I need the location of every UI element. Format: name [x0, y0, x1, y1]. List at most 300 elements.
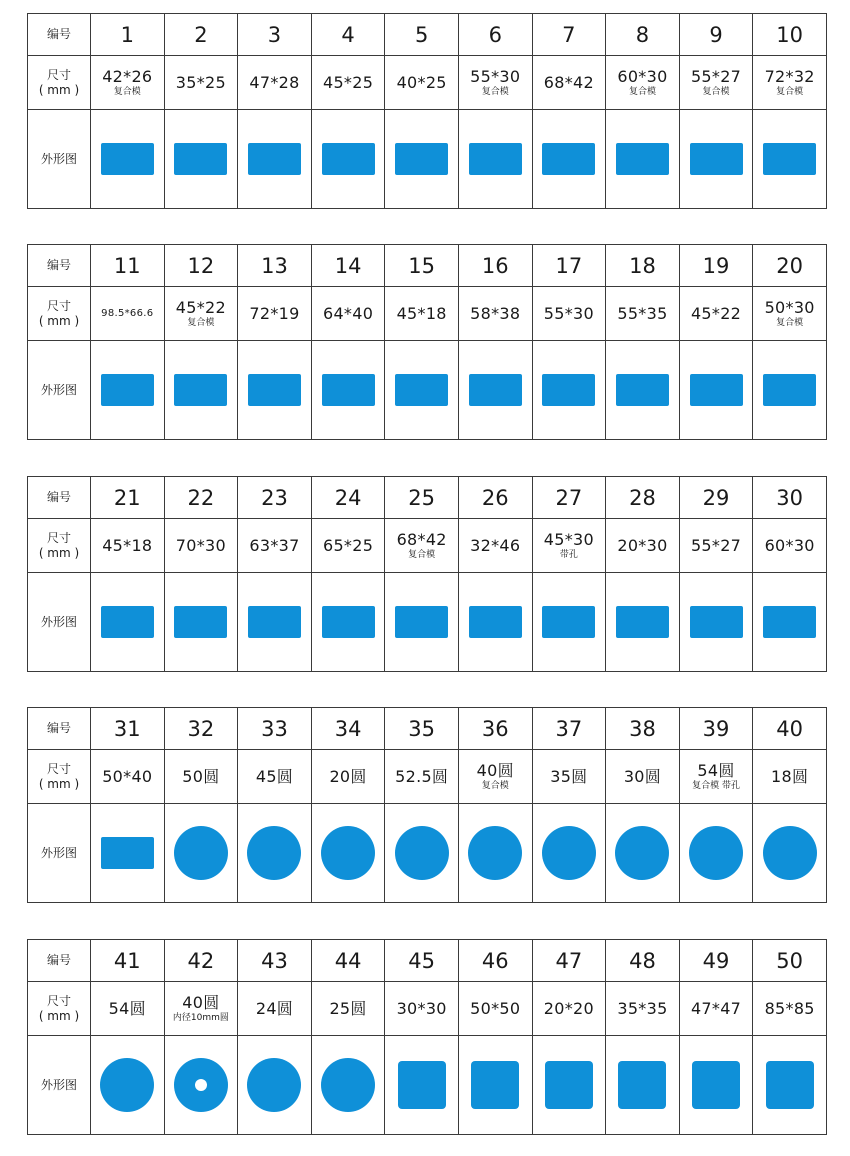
item-shape-cell	[458, 110, 532, 209]
item-size: 60*30	[764, 535, 815, 555]
item-shape-cell	[311, 573, 385, 672]
item-note: 带孔	[559, 549, 578, 560]
item-shape-cell	[679, 573, 753, 672]
square-shape-icon	[618, 1061, 666, 1109]
size-table	[27, 476, 827, 672]
rectangle-shape-icon	[248, 374, 301, 406]
circle-shape-icon	[615, 826, 669, 880]
item-size-cell	[606, 750, 680, 804]
item-note: 复合模	[113, 86, 141, 97]
item-number: 19	[679, 245, 753, 287]
item-number: 31	[91, 708, 165, 750]
circle-shape-icon	[395, 826, 449, 880]
item-size: 24圆	[255, 998, 294, 1018]
size-table	[27, 707, 827, 903]
rectangle-shape-icon	[763, 143, 816, 175]
item-number: 8	[606, 14, 680, 56]
rectangle-shape-icon	[322, 374, 375, 406]
rectangle-shape-icon	[542, 606, 595, 638]
number-row	[28, 14, 827, 56]
item-size-cell	[238, 519, 312, 573]
item-size-cell	[679, 287, 753, 341]
rectangle-shape-icon	[101, 837, 154, 869]
item-size: 47*47	[690, 998, 742, 1018]
rectangle-shape-icon	[248, 143, 301, 175]
size-label-unit: ( mm )	[38, 313, 80, 328]
item-number: 30	[753, 477, 827, 519]
number-label: 编号	[28, 708, 91, 750]
item-number: 23	[238, 477, 312, 519]
item-shape-cell	[311, 341, 385, 440]
item-number: 17	[532, 245, 606, 287]
item-size: 35*25	[175, 72, 226, 92]
item-shape-cell	[458, 573, 532, 672]
item-size: 40*25	[396, 72, 447, 92]
item-size-cell	[458, 287, 532, 341]
size-label-text: 尺寸	[46, 298, 71, 313]
item-note: 复合模	[776, 317, 804, 328]
item-size: 40圆	[182, 992, 220, 1012]
item-shape-cell	[753, 110, 827, 209]
item-number: 16	[458, 245, 532, 287]
number-label: 编号	[28, 245, 91, 287]
item-size-cell	[311, 287, 385, 341]
item-number: 11	[91, 245, 165, 287]
item-size-cell	[606, 519, 680, 573]
item-number: 47	[532, 940, 606, 982]
item-shape-cell	[606, 341, 680, 440]
item-size-cell	[606, 982, 680, 1036]
shape-row	[28, 573, 827, 672]
rectangle-shape-icon	[395, 374, 448, 406]
item-number: 32	[164, 708, 238, 750]
item-shape-cell	[311, 110, 385, 209]
item-size-cell	[164, 519, 238, 573]
item-size: 45*18	[396, 303, 447, 323]
item-shape-cell	[753, 1036, 827, 1135]
item-shape-cell	[238, 341, 312, 440]
item-note: 复合模	[702, 86, 730, 97]
rectangle-shape-icon	[763, 606, 816, 638]
item-number: 3	[238, 14, 312, 56]
item-size: 55*27	[690, 535, 742, 555]
item-shape-cell	[606, 110, 680, 209]
item-shape-cell	[606, 804, 680, 903]
item-number: 29	[679, 477, 753, 519]
item-shape-cell	[532, 573, 606, 672]
item-size: 52.5圆	[395, 766, 449, 786]
size-label-text: 尺寸	[46, 993, 71, 1008]
size-label	[28, 56, 91, 110]
item-size-cell	[238, 750, 312, 804]
item-shape-cell	[91, 110, 165, 209]
item-note: 内径10mm圆	[172, 1012, 229, 1023]
size-row	[28, 519, 827, 573]
item-shape-cell	[532, 341, 606, 440]
item-size-cell	[458, 750, 532, 804]
item-shape-cell	[385, 573, 459, 672]
circle-shape-icon	[174, 826, 228, 880]
item-size: 18圆	[771, 766, 809, 786]
item-size-cell	[311, 519, 385, 573]
rectangle-shape-icon	[690, 606, 743, 638]
item-size-cell	[532, 56, 606, 110]
item-size: 54圆	[697, 760, 735, 780]
size-label-text: 尺寸	[46, 67, 71, 82]
shape-row	[28, 341, 827, 440]
item-shape-cell	[679, 341, 753, 440]
rectangle-shape-icon	[542, 143, 595, 175]
item-shape-cell	[458, 804, 532, 903]
circle-shape-icon	[321, 826, 375, 880]
item-size-cell	[606, 287, 680, 341]
item-size: 55*30	[543, 303, 594, 323]
item-size: 42*26	[102, 66, 153, 86]
item-number: 39	[679, 708, 753, 750]
item-shape-cell	[532, 1036, 606, 1135]
item-number: 6	[458, 14, 532, 56]
number-label: 编号	[28, 940, 91, 982]
item-size: 72*32	[764, 66, 815, 86]
item-size-cell	[532, 287, 606, 341]
item-number: 35	[385, 708, 459, 750]
size-label-unit: ( mm )	[38, 1008, 80, 1023]
item-size-cell	[311, 750, 385, 804]
item-shape-cell	[679, 804, 753, 903]
item-size: 45*22	[690, 303, 742, 323]
rectangle-shape-icon	[174, 606, 227, 638]
item-shape-cell	[164, 1036, 238, 1135]
size-label-unit: ( mm )	[38, 82, 80, 97]
item-number: 27	[532, 477, 606, 519]
item-shape-cell	[679, 1036, 753, 1135]
item-size-cell	[606, 56, 680, 110]
circle-shape-icon	[542, 826, 596, 880]
item-size-cell	[679, 56, 753, 110]
item-size-cell	[753, 56, 827, 110]
item-size: 50圆	[182, 766, 220, 786]
shape-row	[28, 804, 827, 903]
item-size: 32*46	[470, 535, 521, 555]
item-shape-cell	[753, 573, 827, 672]
item-size-cell	[458, 982, 532, 1036]
item-shape-cell	[458, 341, 532, 440]
item-number: 41	[91, 940, 165, 982]
item-size: 50*40	[102, 766, 153, 786]
ring-shape-icon	[174, 1058, 228, 1112]
item-shape-cell	[385, 110, 459, 209]
size-label	[28, 982, 91, 1036]
rectangle-shape-icon	[690, 374, 743, 406]
size-label-unit: ( mm )	[38, 545, 80, 560]
item-size-cell	[238, 56, 312, 110]
item-size: 68*42	[396, 529, 447, 549]
rectangle-shape-icon	[469, 606, 522, 638]
shape-label: 外形图	[28, 341, 91, 440]
item-number: 43	[238, 940, 312, 982]
item-size: 20*20	[543, 998, 594, 1018]
item-size-cell	[458, 519, 532, 573]
item-size-cell	[385, 750, 459, 804]
item-number: 36	[458, 708, 532, 750]
item-size-cell	[238, 287, 312, 341]
number-row	[28, 708, 827, 750]
size-row	[28, 750, 827, 804]
item-shape-cell	[311, 804, 385, 903]
item-size-cell	[238, 982, 312, 1036]
item-number: 13	[238, 245, 312, 287]
item-number: 4	[311, 14, 385, 56]
rectangle-shape-icon	[616, 374, 669, 406]
item-number: 33	[238, 708, 312, 750]
item-size-cell	[311, 56, 385, 110]
item-note: 复合模	[776, 86, 804, 97]
item-number: 15	[385, 245, 459, 287]
item-size: 50*30	[764, 297, 815, 317]
item-size: 60*30	[617, 66, 668, 86]
item-size: 35*35	[617, 998, 668, 1018]
size-label-unit: ( mm )	[38, 776, 80, 791]
size-row	[28, 287, 827, 341]
item-number: 14	[311, 245, 385, 287]
rectangle-shape-icon	[690, 143, 743, 175]
rectangle-shape-icon	[542, 374, 595, 406]
item-size-cell	[753, 750, 827, 804]
item-size: 45*25	[322, 72, 374, 92]
item-size: 58*38	[470, 303, 521, 323]
item-number: 46	[458, 940, 532, 982]
rectangle-shape-icon	[616, 143, 669, 175]
item-size: 85*85	[764, 998, 815, 1018]
item-size: 45圆	[255, 766, 294, 786]
item-shape-cell	[606, 1036, 680, 1135]
rectangle-shape-icon	[101, 374, 154, 406]
item-number: 37	[532, 708, 606, 750]
rectangle-shape-icon	[322, 143, 375, 175]
item-size-cell	[532, 982, 606, 1036]
item-shape-cell	[385, 341, 459, 440]
size-label	[28, 287, 91, 341]
item-shape-cell	[91, 804, 165, 903]
item-shape-cell	[238, 1036, 312, 1135]
item-number: 9	[679, 14, 753, 56]
shape-label: 外形图	[28, 110, 91, 209]
rectangle-shape-icon	[322, 606, 375, 638]
item-size-cell	[679, 982, 753, 1036]
item-size-cell	[385, 982, 459, 1036]
square-shape-icon	[545, 1061, 593, 1109]
item-size: 65*25	[322, 535, 374, 555]
number-label: 编号	[28, 477, 91, 519]
item-number: 38	[606, 708, 680, 750]
item-note: 复合模	[187, 317, 215, 328]
size-row	[28, 56, 827, 110]
rectangle-shape-icon	[616, 606, 669, 638]
item-number: 45	[385, 940, 459, 982]
item-number: 10	[753, 14, 827, 56]
item-size-cell	[91, 287, 165, 341]
item-size-cell	[164, 982, 238, 1036]
square-shape-icon	[692, 1061, 740, 1109]
item-number: 24	[311, 477, 385, 519]
item-size-cell	[385, 56, 459, 110]
rectangle-shape-icon	[101, 143, 154, 175]
shape-label: 外形图	[28, 573, 91, 672]
item-size: 55*27	[690, 66, 742, 86]
rectangle-shape-icon	[174, 143, 227, 175]
item-number: 25	[385, 477, 459, 519]
item-note: 复合模	[481, 86, 509, 97]
circle-shape-icon	[247, 826, 301, 880]
item-number: 44	[311, 940, 385, 982]
rectangle-shape-icon	[469, 374, 522, 406]
circle-shape-icon	[468, 826, 522, 880]
item-number: 21	[91, 477, 165, 519]
item-number: 20	[753, 245, 827, 287]
item-note: 复合模	[408, 549, 436, 560]
item-size: 63*37	[249, 535, 300, 555]
size-label-text: 尺寸	[46, 761, 71, 776]
circle-shape-icon	[321, 1058, 375, 1112]
size-label	[28, 519, 91, 573]
item-shape-cell	[91, 1036, 165, 1135]
item-size-cell	[91, 982, 165, 1036]
item-number: 7	[532, 14, 606, 56]
item-number: 5	[385, 14, 459, 56]
item-shape-cell	[458, 1036, 532, 1135]
item-shape-cell	[164, 341, 238, 440]
item-size-cell	[679, 519, 753, 573]
item-number: 1	[91, 14, 165, 56]
item-size: 47*28	[249, 72, 300, 92]
rectangle-shape-icon	[101, 606, 154, 638]
item-shape-cell	[164, 573, 238, 672]
size-label-text: 尺寸	[46, 530, 71, 545]
item-number: 49	[679, 940, 753, 982]
item-size-cell	[164, 56, 238, 110]
item-shape-cell	[385, 1036, 459, 1135]
size-table	[27, 244, 827, 440]
number-row	[28, 940, 827, 982]
item-number: 18	[606, 245, 680, 287]
item-number: 28	[606, 477, 680, 519]
item-number: 22	[164, 477, 238, 519]
rectangle-shape-icon	[174, 374, 227, 406]
item-shape-cell	[238, 804, 312, 903]
item-size-cell	[91, 56, 165, 110]
item-shape-cell	[679, 110, 753, 209]
square-shape-icon	[766, 1061, 814, 1109]
item-size-cell	[91, 519, 165, 573]
item-size-cell	[458, 56, 532, 110]
item-number: 42	[164, 940, 238, 982]
item-size: 25圆	[329, 998, 367, 1018]
item-size: 30圆	[623, 766, 662, 786]
item-shape-cell	[753, 804, 827, 903]
item-size-cell	[532, 519, 606, 573]
circle-shape-icon	[763, 826, 817, 880]
item-number: 26	[458, 477, 532, 519]
item-size-cell	[91, 750, 165, 804]
item-size: 64*40	[322, 303, 374, 323]
item-shape-cell	[385, 804, 459, 903]
item-number: 34	[311, 708, 385, 750]
item-size: 55*30	[470, 66, 521, 86]
item-size: 54圆	[108, 998, 146, 1018]
item-size-cell	[753, 519, 827, 573]
item-size-cell	[164, 750, 238, 804]
item-shape-cell	[238, 110, 312, 209]
item-size: 30*30	[396, 998, 447, 1018]
item-number: 12	[164, 245, 238, 287]
shape-row	[28, 1036, 827, 1135]
item-shape-cell	[532, 110, 606, 209]
size-row	[28, 982, 827, 1036]
item-size-cell	[385, 287, 459, 341]
item-size: 45*22	[175, 297, 226, 317]
shape-label: 外形图	[28, 1036, 91, 1135]
rectangle-shape-icon	[248, 606, 301, 638]
item-size: 20*30	[617, 535, 668, 555]
item-size-cell	[679, 750, 753, 804]
item-note: 复合模	[481, 780, 509, 791]
item-size-cell	[753, 287, 827, 341]
square-shape-icon	[398, 1061, 446, 1109]
shape-row	[28, 110, 827, 209]
item-shape-cell	[311, 1036, 385, 1135]
circle-shape-icon	[100, 1058, 154, 1112]
shape-label: 外形图	[28, 804, 91, 903]
item-size: 35圆	[550, 766, 588, 786]
rectangle-shape-icon	[469, 143, 522, 175]
item-shape-cell	[606, 573, 680, 672]
item-size: 45*18	[102, 535, 153, 555]
item-size: 72*19	[249, 303, 300, 323]
number-label: 编号	[28, 14, 91, 56]
item-size: 45*30	[543, 529, 594, 549]
size-table	[27, 13, 827, 209]
rectangle-shape-icon	[763, 374, 816, 406]
size-table	[27, 939, 827, 1135]
item-size: 50*50	[470, 998, 521, 1018]
item-size-cell	[385, 519, 459, 573]
item-shape-cell	[753, 341, 827, 440]
item-size-cell	[164, 287, 238, 341]
item-shape-cell	[164, 804, 238, 903]
circle-shape-icon	[689, 826, 743, 880]
rectangle-shape-icon	[395, 143, 448, 175]
number-row	[28, 477, 827, 519]
item-shape-cell	[532, 804, 606, 903]
item-size-cell	[753, 982, 827, 1036]
item-size-cell	[311, 982, 385, 1036]
item-size: 68*42	[543, 72, 594, 92]
item-size-cell	[532, 750, 606, 804]
item-number: 50	[753, 940, 827, 982]
item-size: 40圆	[476, 760, 514, 780]
item-note: 复合模	[628, 86, 656, 97]
item-number: 48	[606, 940, 680, 982]
item-shape-cell	[238, 573, 312, 672]
item-shape-cell	[164, 110, 238, 209]
size-label	[28, 750, 91, 804]
item-size: 55*35	[617, 303, 668, 323]
number-row	[28, 245, 827, 287]
circle-shape-icon	[247, 1058, 301, 1112]
item-shape-cell	[91, 573, 165, 672]
square-shape-icon	[471, 1061, 519, 1109]
item-size: 98.5*66.6	[101, 307, 154, 319]
